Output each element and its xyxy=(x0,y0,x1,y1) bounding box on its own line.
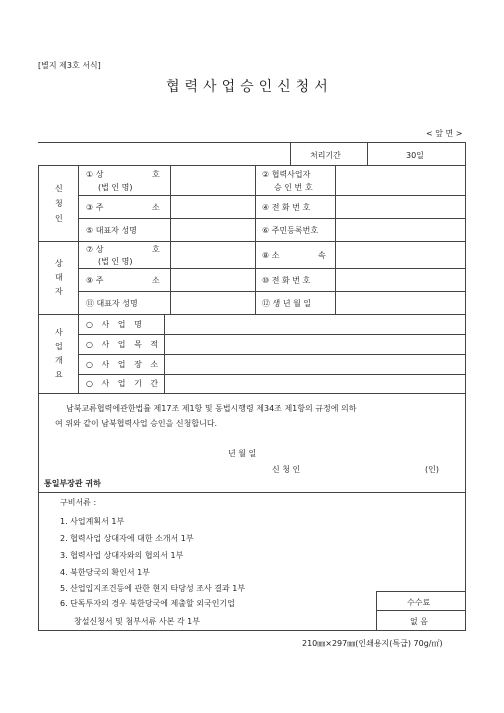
fee-label: 수수료 xyxy=(407,598,431,607)
applicant-label-3: 인 xyxy=(55,214,63,223)
field-label-affiliation-right: 속 xyxy=(318,251,326,260)
fee-value: 없 음 xyxy=(410,617,428,626)
counterpart-address-value[interactable] xyxy=(172,270,254,289)
field-label-resident-number: ⑥ 주민등록번호 xyxy=(262,226,319,235)
applicant-name-value[interactable] xyxy=(312,460,420,474)
field-label-business-purpose: ○ 사 업 목 적 xyxy=(86,340,162,349)
field-label-business-period: ○ 사 업 기 간 xyxy=(86,379,162,388)
field-label-cp-trade-name-right: 호 xyxy=(152,245,160,254)
field-label-cp-phone: ⑩ 전 화 번 호 xyxy=(262,276,311,285)
side-label: < 앞 면 > xyxy=(426,129,463,138)
document-item: 3. 협력사업 상대자와의 협의서 1부 xyxy=(60,551,184,560)
field-label-address-right: 소 xyxy=(152,203,160,212)
field-label-rep-name: ⑤ 대표자 성명 xyxy=(86,226,137,235)
field-label-trade-name-right: 호 xyxy=(152,170,160,179)
applicant-phone-value[interactable] xyxy=(337,197,463,216)
documents-heading: 구비서류 : xyxy=(60,498,97,507)
field-label-cp-trade-name: ⑦ 상 xyxy=(86,245,104,254)
document-item: 6. 단독투자의 경우 북한당국에 제출할 외국인기업 xyxy=(60,599,235,608)
business-name-value[interactable] xyxy=(166,316,463,333)
counterpart-trade-name-value[interactable] xyxy=(172,243,254,267)
field-label-birth-date: ⑫ 생 년 월 일 xyxy=(262,299,312,308)
field-label-trade-name: ① 상 xyxy=(86,170,104,179)
field-label-affiliation: ⑧ 소 xyxy=(262,251,280,260)
applicant-trade-name-value[interactable] xyxy=(172,167,254,193)
counterpart-rep-name-value[interactable] xyxy=(172,293,254,312)
counterpart-label-2: 대 xyxy=(55,273,63,282)
field-label-cp-address: ⑨ 주 xyxy=(86,276,104,285)
business-label-4: 요 xyxy=(55,370,63,379)
counterpart-phone-value[interactable] xyxy=(337,270,463,289)
applicant-approval-number-value[interactable] xyxy=(337,167,463,193)
document-item-continuation: 창설신청서 및 첨부서류 사본 각 1부 xyxy=(74,617,200,626)
business-label-3: 개 xyxy=(55,356,63,365)
counterpart-label-1: 상 xyxy=(55,259,63,268)
field-label-corp-name: (법 인 명) xyxy=(98,183,133,192)
field-label-cp-rep-name: ⑪ 대표자 성명 xyxy=(86,299,138,308)
applicant-label-1: 신 xyxy=(55,184,63,193)
applicant-signature-label: 신 청 인 xyxy=(272,465,301,474)
field-label-partner-approval: ② 협력사업자 xyxy=(262,170,311,179)
addressee: 통일부장관 귀하 xyxy=(44,479,101,488)
field-label-business-location: ○ 사 업 장 소 xyxy=(86,360,162,369)
business-purpose-value[interactable] xyxy=(166,336,463,353)
field-label-phone: ④ 전 화 번 호 xyxy=(262,203,311,212)
statement-line-2: 여 위와 같이 남북협력사업 승인을 신청합니다. xyxy=(55,419,218,428)
document-item: 5. 산업입지조건등에 관한 현지 타당성 조사 결과 1부 xyxy=(60,584,246,593)
applicant-label-2: 청 xyxy=(55,199,63,208)
processing-period-label: 처리기간 xyxy=(310,151,341,160)
form-number: [별지 제3호 서식] xyxy=(38,61,101,70)
field-label-cp-address-right: 소 xyxy=(152,276,160,285)
paper-spec: 210㎜×297㎜(인쇄용지(특급) 70g/㎡) xyxy=(302,639,443,648)
business-label-1: 사 xyxy=(55,328,63,337)
processing-period-value: 30일 xyxy=(406,151,424,160)
counterpart-affiliation-value[interactable] xyxy=(337,243,463,267)
document-item: 2. 협력사업 상대자에 대한 소개서 1부 xyxy=(60,534,194,543)
seal-mark: (인) xyxy=(425,465,439,474)
business-label-2: 업 xyxy=(55,342,63,351)
field-label-approval-number: 승 인 번 호 xyxy=(274,183,313,192)
document-item: 4. 북한당국의 확인서 1부 xyxy=(60,568,150,577)
document-item: 1. 사업계획서 1부 xyxy=(60,517,125,526)
counterpart-label-3: 자 xyxy=(55,287,63,296)
business-period-value[interactable] xyxy=(166,376,463,392)
field-label-address: ③ 주 xyxy=(86,203,104,212)
business-location-value[interactable] xyxy=(166,356,463,373)
field-label-cp-corp-name: (법 인 명) xyxy=(98,257,133,266)
applicant-address-value[interactable] xyxy=(172,197,254,216)
applicant-resident-number-value[interactable] xyxy=(337,220,463,239)
statement-line-1: 남북교류협력에관한법률 제17조 제1항 및 동법시행령 제34조 제1항의 규정에 의하 xyxy=(66,404,357,413)
field-label-business-name: ○ 사 업 명 xyxy=(86,320,145,329)
counterpart-birth-date-value[interactable] xyxy=(337,293,463,312)
page-title: 협력사업승인신청서 xyxy=(166,79,333,95)
applicant-rep-name-value[interactable] xyxy=(172,220,254,239)
application-date: 년 월 일 xyxy=(228,449,257,458)
